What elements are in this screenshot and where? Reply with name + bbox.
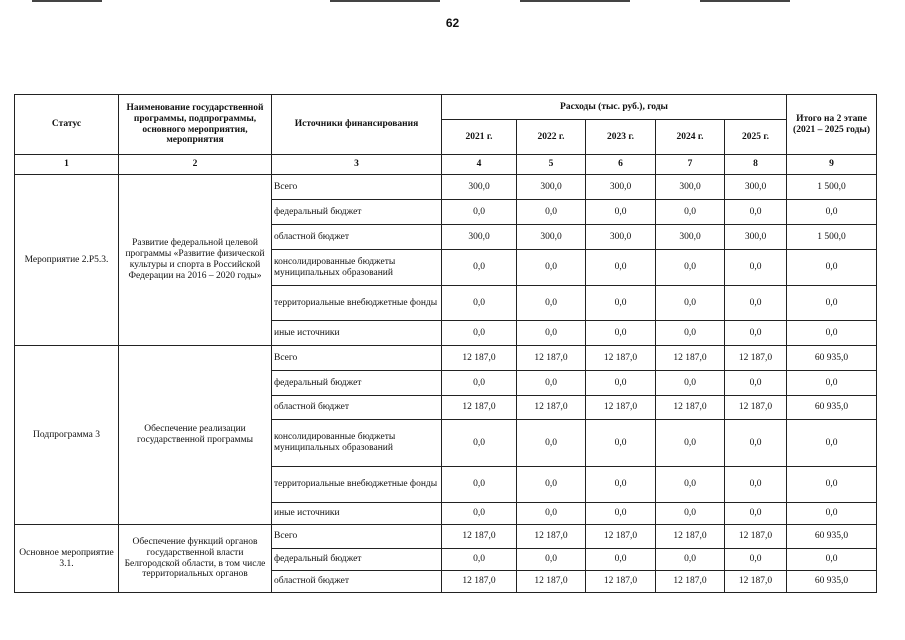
year-value: 0,0	[442, 200, 517, 225]
total-value: 60 935,0	[787, 396, 877, 420]
table-row	[15, 175, 877, 200]
year-value: 0,0	[586, 503, 656, 525]
year-value: 0,0	[442, 321, 517, 346]
page-number: 62	[445, 16, 460, 30]
year-value: 300,0	[586, 225, 656, 250]
year-value: 12 187,0	[725, 571, 787, 593]
year-value: 0,0	[586, 200, 656, 225]
header-total: Итого на 2 этапе (2021 – 2025 годы)	[787, 95, 877, 155]
total-value: 0,0	[787, 321, 877, 346]
funding-source: территориальные внебюджетные фонды	[272, 286, 442, 321]
header-year: 2021 г.	[442, 120, 517, 155]
funding-source: иные источники	[272, 321, 442, 346]
top-edge-line	[330, 0, 440, 2]
year-value: 12 187,0	[517, 396, 586, 420]
funding-source: федеральный бюджет	[272, 549, 442, 571]
row-status: Подпрограмма 3	[15, 346, 119, 525]
year-value: 0,0	[586, 250, 656, 286]
year-value: 300,0	[517, 225, 586, 250]
column-index: 3	[272, 155, 442, 175]
total-value: 1 500,0	[787, 175, 877, 200]
funding-source: областной бюджет	[272, 396, 442, 420]
row-program-name: Обеспечение реализации государственной программы	[119, 346, 272, 525]
year-value: 12 187,0	[517, 346, 586, 371]
funding-source: федеральный бюджет	[272, 200, 442, 225]
year-value: 300,0	[442, 225, 517, 250]
column-index: 4	[442, 155, 517, 175]
total-value: 60 935,0	[787, 346, 877, 371]
year-value: 0,0	[656, 420, 725, 467]
column-index: 7	[656, 155, 725, 175]
column-index: 8	[725, 155, 787, 175]
header-funding-sources: Источники финансирования	[272, 95, 442, 155]
column-index: 5	[517, 155, 586, 175]
budget-table	[14, 94, 877, 593]
table-body	[15, 175, 877, 593]
year-value: 0,0	[656, 286, 725, 321]
year-value: 12 187,0	[725, 396, 787, 420]
year-value: 0,0	[586, 371, 656, 396]
funding-source: федеральный бюджет	[272, 371, 442, 396]
year-value: 0,0	[725, 503, 787, 525]
funding-source: областной бюджет	[272, 571, 442, 593]
year-value: 12 187,0	[442, 396, 517, 420]
year-value: 300,0	[517, 175, 586, 200]
funding-source: Всего	[272, 525, 442, 549]
total-value: 0,0	[787, 250, 877, 286]
total-value: 60 935,0	[787, 571, 877, 593]
year-value: 0,0	[517, 321, 586, 346]
funding-source: территориальные внебюджетные фонды	[272, 467, 442, 503]
year-value: 0,0	[656, 371, 725, 396]
row-status: Мероприятие 2.Р5.3.	[15, 175, 119, 346]
year-value: 12 187,0	[442, 525, 517, 549]
top-edge-line	[32, 0, 102, 2]
header-status: Статус	[15, 95, 119, 155]
year-value: 12 187,0	[656, 346, 725, 371]
year-value: 0,0	[442, 371, 517, 396]
year-value: 0,0	[656, 200, 725, 225]
total-value: 1 500,0	[787, 225, 877, 250]
row-program-name: Развитие федеральной целевой программы «Развитие физической культуры и спорта в Российской Федерации на 2016 – 2020 годы»	[119, 175, 272, 346]
year-value: 0,0	[442, 467, 517, 503]
funding-source: иные источники	[272, 503, 442, 525]
header-year: 2022 г.	[517, 120, 586, 155]
year-value: 0,0	[442, 549, 517, 571]
funding-source: консолидированные бюджеты муниципальных образований	[272, 420, 442, 467]
year-value: 0,0	[442, 420, 517, 467]
year-value: 12 187,0	[656, 525, 725, 549]
year-value: 0,0	[656, 549, 725, 571]
total-value: 0,0	[787, 200, 877, 225]
year-value: 0,0	[517, 549, 586, 571]
year-value: 0,0	[725, 549, 787, 571]
year-value: 300,0	[586, 175, 656, 200]
row-status: Основное мероприятие 3.1.	[15, 525, 119, 593]
year-value: 0,0	[517, 250, 586, 286]
year-value: 0,0	[517, 420, 586, 467]
year-value: 300,0	[656, 225, 725, 250]
funding-source: консолидированные бюджеты муниципальных образований	[272, 250, 442, 286]
year-value: 300,0	[725, 225, 787, 250]
year-value: 0,0	[442, 286, 517, 321]
funding-source: областной бюджет	[272, 225, 442, 250]
year-value: 300,0	[442, 175, 517, 200]
year-value: 12 187,0	[725, 346, 787, 371]
total-value: 0,0	[787, 467, 877, 503]
year-value: 12 187,0	[442, 346, 517, 371]
table-row	[15, 525, 877, 549]
top-edge-line	[520, 0, 630, 2]
year-value: 12 187,0	[586, 571, 656, 593]
total-value: 0,0	[787, 420, 877, 467]
table-row	[15, 346, 877, 371]
total-value: 0,0	[787, 371, 877, 396]
year-value: 0,0	[442, 503, 517, 525]
year-value: 12 187,0	[517, 525, 586, 549]
column-index: 2	[119, 155, 272, 175]
year-value: 300,0	[656, 175, 725, 200]
year-value: 12 187,0	[586, 396, 656, 420]
header-program-name: Наименование государственной программы, подпрограммы, основного мероприятия, мероприятия	[119, 95, 272, 155]
header-year: 2024 г.	[656, 120, 725, 155]
header-year: 2025 г.	[725, 120, 787, 155]
funding-source: Всего	[272, 346, 442, 371]
column-index: 6	[586, 155, 656, 175]
year-value: 0,0	[517, 503, 586, 525]
year-value: 0,0	[586, 467, 656, 503]
year-value: 0,0	[656, 250, 725, 286]
row-program-name: Обеспечение функций органов государственной власти Белгородской области, в том числе территориальных органов	[119, 525, 272, 593]
year-value: 0,0	[442, 250, 517, 286]
year-value: 0,0	[517, 200, 586, 225]
year-value: 0,0	[656, 467, 725, 503]
year-value: 12 187,0	[656, 396, 725, 420]
year-value: 0,0	[725, 467, 787, 503]
year-value: 0,0	[725, 420, 787, 467]
header-year: 2023 г.	[586, 120, 656, 155]
year-value: 12 187,0	[725, 525, 787, 549]
year-value: 0,0	[656, 503, 725, 525]
year-value: 0,0	[725, 286, 787, 321]
year-value: 0,0	[725, 200, 787, 225]
year-value: 12 187,0	[517, 571, 586, 593]
year-value: 0,0	[517, 371, 586, 396]
column-index: 1	[15, 155, 119, 175]
year-value: 12 187,0	[586, 346, 656, 371]
total-value: 0,0	[787, 549, 877, 571]
year-value: 0,0	[517, 467, 586, 503]
year-value: 300,0	[725, 175, 787, 200]
column-index: 9	[787, 155, 877, 175]
year-value: 0,0	[725, 371, 787, 396]
funding-source: Всего	[272, 175, 442, 200]
total-value: 0,0	[787, 286, 877, 321]
year-value: 0,0	[586, 420, 656, 467]
top-edge-line	[700, 0, 790, 2]
year-value: 0,0	[656, 321, 725, 346]
year-value: 0,0	[586, 549, 656, 571]
year-value: 12 187,0	[586, 525, 656, 549]
year-value: 12 187,0	[656, 571, 725, 593]
year-value: 0,0	[725, 250, 787, 286]
year-value: 0,0	[725, 321, 787, 346]
year-value: 12 187,0	[442, 571, 517, 593]
header-expenses: Расходы (тыс. руб.), годы	[442, 95, 787, 120]
year-value: 0,0	[517, 286, 586, 321]
total-value: 60 935,0	[787, 525, 877, 549]
total-value: 0,0	[787, 503, 877, 525]
year-value: 0,0	[586, 321, 656, 346]
year-value: 0,0	[586, 286, 656, 321]
